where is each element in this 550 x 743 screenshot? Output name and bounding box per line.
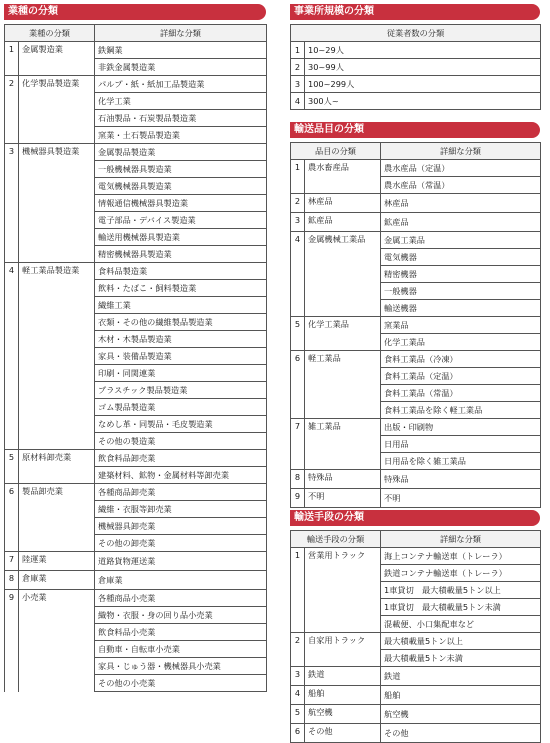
detail-cell: 鉄鋼業: [95, 42, 267, 59]
group-number: 5: [291, 317, 305, 351]
group-number: 2: [291, 194, 305, 213]
detail-cell: 海上コンテナ輸送車（トレーラ）: [381, 548, 541, 565]
group-name: 製品卸売業: [19, 484, 95, 552]
group-name: 陸運業: [19, 552, 95, 571]
group-name: 林産品: [305, 194, 381, 213]
table-row: [5, 571, 267, 590]
detail-cell: 一般機器: [381, 283, 541, 300]
table-row: [291, 42, 541, 59]
detail-cell: 最大積載量5トン未満: [381, 650, 541, 667]
group-number: 7: [5, 552, 19, 571]
table-row: [291, 351, 541, 368]
group-number: 6: [291, 724, 305, 743]
size-section: [290, 4, 541, 110]
table-row: [5, 552, 267, 571]
table-row: [5, 484, 267, 501]
detail-cell: パルプ・紙・紙加工品製造業: [95, 76, 267, 93]
group-name: 小売業: [19, 590, 95, 692]
group-number: 3: [291, 213, 305, 232]
transport-col-category: 輸送手段の分類: [291, 531, 381, 548]
table-row: [5, 590, 267, 607]
table-row: [291, 59, 541, 76]
detail-cell: 1車貸切 最大積載量5トン未満: [381, 599, 541, 616]
detail-cell: 混載便、小口集配車など: [381, 616, 541, 633]
transport-col-detail: 詳細な分類: [381, 531, 541, 548]
size-number: 2: [291, 59, 305, 76]
detail-cell: 倉庫業: [95, 571, 267, 590]
group-name: 化学製品製造業: [19, 76, 95, 144]
size-title: 事業所規模の分類: [294, 6, 374, 17]
group-number: 4: [291, 232, 305, 317]
detail-cell: 家具・じゅう器・機械器具小売業: [95, 658, 267, 675]
detail-cell: 飲食料品卸売業: [95, 450, 267, 467]
table-row: [291, 667, 541, 686]
detail-cell: 1車貸切 最大積載量5トン以上: [381, 582, 541, 599]
detail-cell: 食料品製造業: [95, 263, 267, 280]
transport-section-header: [290, 510, 540, 526]
group-number: 3: [291, 667, 305, 686]
detail-cell: 飲料・たばこ・飼料製造業: [95, 280, 267, 297]
detail-cell: その他の製造業: [95, 433, 267, 450]
group-name: 化学工業品: [305, 317, 381, 351]
detail-cell: 家具・装備品製造業: [95, 348, 267, 365]
group-name: 鉄道: [305, 667, 381, 686]
detail-cell: 最大積載量5トン以上: [381, 633, 541, 650]
detail-cell: 農水産品（常温）: [381, 177, 541, 194]
group-name: その他: [305, 724, 381, 743]
detail-cell: 一般機械器具製造業: [95, 161, 267, 178]
detail-cell: 輸送機器: [381, 300, 541, 317]
detail-cell: 電気機械器具製造業: [95, 178, 267, 195]
detail-cell: 輸送用機械器具製造業: [95, 229, 267, 246]
detail-cell: 林産品: [381, 194, 541, 213]
detail-cell: 化学工業品: [381, 334, 541, 351]
group-number: 4: [291, 686, 305, 705]
detail-cell: 食料工業品を除く軽工業品: [381, 402, 541, 419]
detail-cell: 不明: [381, 489, 541, 508]
group-number: 3: [5, 144, 19, 263]
detail-cell: 金属工業品: [381, 232, 541, 249]
detail-cell: 精密機械器具製造業: [95, 246, 267, 263]
group-number: 1: [291, 548, 305, 633]
group-number: 7: [291, 419, 305, 470]
table-row: [5, 76, 267, 93]
detail-cell: 電子部品・デバイス製造業: [95, 212, 267, 229]
group-name: 金属機械工業品: [305, 232, 381, 317]
table-row: [291, 686, 541, 705]
detail-cell: 各種商品卸売業: [95, 484, 267, 501]
detail-cell: 繊維・衣服等卸売業: [95, 501, 267, 518]
transport-section: [290, 510, 541, 743]
detail-cell: その他: [381, 724, 541, 743]
size-number: 1: [291, 42, 305, 59]
table-row: [5, 263, 267, 280]
table-row: [291, 232, 541, 249]
detail-cell: 非鉄金属製造業: [95, 59, 267, 76]
table-row: [5, 144, 267, 161]
size-label: 100~299人: [305, 76, 541, 93]
group-name: 金属製造業: [19, 42, 95, 76]
group-name: 倉庫業: [19, 571, 95, 590]
group-name: 自家用トラック: [305, 633, 381, 667]
detail-cell: 自動車・自転車小売業: [95, 641, 267, 658]
detail-cell: 情報通信機械器具製造業: [95, 195, 267, 212]
detail-cell: 窯業品: [381, 317, 541, 334]
goods-title: 輸送品目の分類: [294, 124, 364, 135]
detail-cell: 鉱産品: [381, 213, 541, 232]
table-row: [291, 548, 541, 565]
goods-table: [290, 142, 541, 508]
detail-cell: 特殊品: [381, 470, 541, 489]
detail-cell: その他の小売業: [95, 675, 267, 692]
detail-cell: 織物・衣服・身の回り品小売業: [95, 607, 267, 624]
industry-table: [4, 24, 267, 692]
group-number: 2: [291, 633, 305, 667]
detail-cell: 日用品を除く雑工業品: [381, 453, 541, 470]
group-name: 営業用トラック: [305, 548, 381, 633]
detail-cell: 航空機: [381, 705, 541, 724]
group-number: 1: [291, 160, 305, 194]
size-number: 4: [291, 93, 305, 110]
detail-cell: 精密機器: [381, 266, 541, 283]
industry-title: 業種の分類: [8, 6, 58, 17]
group-number: 5: [291, 705, 305, 724]
table-row: [291, 470, 541, 489]
table-row: [291, 93, 541, 110]
detail-cell: なめし革・同製品・毛皮製造業: [95, 416, 267, 433]
detail-cell: 窯業・土石製品製造業: [95, 127, 267, 144]
detail-cell: 繊維工業: [95, 297, 267, 314]
group-name: 軽工業品製造業: [19, 263, 95, 450]
group-number: 8: [291, 470, 305, 489]
table-row: [291, 419, 541, 436]
size-label: 10~29人: [305, 42, 541, 59]
group-number: 8: [5, 571, 19, 590]
table-row: [5, 42, 267, 59]
table-row: [291, 213, 541, 232]
detail-cell: 鉄道: [381, 667, 541, 686]
industry-section-header: [4, 4, 266, 20]
table-row: [291, 724, 541, 743]
group-number: 2: [5, 76, 19, 144]
detail-cell: 建築材料、鉱物・金属材料等卸売業: [95, 467, 267, 484]
group-name: 軽工業品: [305, 351, 381, 419]
group-name: 農水畜産品: [305, 160, 381, 194]
transport-title: 輸送手段の分類: [294, 512, 364, 523]
group-name: 雑工業品: [305, 419, 381, 470]
table-row: [5, 450, 267, 467]
detail-cell: その他の卸売業: [95, 535, 267, 552]
group-name: 原材料卸売業: [19, 450, 95, 484]
group-number: 4: [5, 263, 19, 450]
group-name: 機械器具製造業: [19, 144, 95, 263]
detail-cell: 食料工業品（冷凍）: [381, 351, 541, 368]
table-row: [291, 489, 541, 508]
goods-col-category: 品目の分類: [291, 143, 381, 160]
detail-cell: プラスチック製品製造業: [95, 382, 267, 399]
detail-cell: 電気機器: [381, 249, 541, 266]
transport-table: [290, 530, 541, 743]
goods-section-header: [290, 122, 540, 138]
detail-cell: 金属製品製造業: [95, 144, 267, 161]
size-label: 300人~: [305, 93, 541, 110]
industry-col-category: 業種の分類: [5, 25, 95, 42]
detail-cell: 機械器具卸売業: [95, 518, 267, 535]
group-name: 航空機: [305, 705, 381, 724]
size-label: 30~99人: [305, 59, 541, 76]
detail-cell: 道路貨物運送業: [95, 552, 267, 571]
group-number: 6: [291, 351, 305, 419]
table-row: [291, 705, 541, 724]
size-section-header: [290, 4, 540, 20]
detail-cell: 飲食料品小売業: [95, 624, 267, 641]
table-row: [291, 317, 541, 334]
table-row: [291, 160, 541, 177]
detail-cell: 鉄道コンテナ輸送車（トレーラ）: [381, 565, 541, 582]
group-name: 船舶: [305, 686, 381, 705]
size-col-header: 従業者数の分類: [291, 25, 541, 42]
detail-cell: 印刷・同関連業: [95, 365, 267, 382]
detail-cell: 船舶: [381, 686, 541, 705]
group-number: 6: [5, 484, 19, 552]
group-name: 不明: [305, 489, 381, 508]
group-number: 9: [291, 489, 305, 508]
detail-cell: 農水産品（定温）: [381, 160, 541, 177]
industry-section: [4, 4, 267, 692]
detail-cell: 各種商品小売業: [95, 590, 267, 607]
group-number: 5: [5, 450, 19, 484]
table-row: [291, 194, 541, 213]
group-name: 特殊品: [305, 470, 381, 489]
detail-cell: 石油製品・石炭製品製造業: [95, 110, 267, 127]
detail-cell: 出版・印刷物: [381, 419, 541, 436]
industry-col-detail: 詳細な分類: [95, 25, 267, 42]
detail-cell: 木材・木製品製造業: [95, 331, 267, 348]
detail-cell: 日用品: [381, 436, 541, 453]
detail-cell: 衣類・その他の繊維製品製造業: [95, 314, 267, 331]
detail-cell: ゴム製品製造業: [95, 399, 267, 416]
detail-cell: 食料工業品（常温）: [381, 385, 541, 402]
group-number: 9: [5, 590, 19, 692]
goods-section: [290, 122, 541, 508]
detail-cell: 化学工業: [95, 93, 267, 110]
group-number: 1: [5, 42, 19, 76]
size-number: 3: [291, 76, 305, 93]
size-table: [290, 24, 541, 110]
detail-cell: 食料工業品（定温）: [381, 368, 541, 385]
table-row: [291, 76, 541, 93]
group-name: 鉱産品: [305, 213, 381, 232]
table-row: [291, 633, 541, 650]
goods-col-detail: 詳細な分類: [381, 143, 541, 160]
